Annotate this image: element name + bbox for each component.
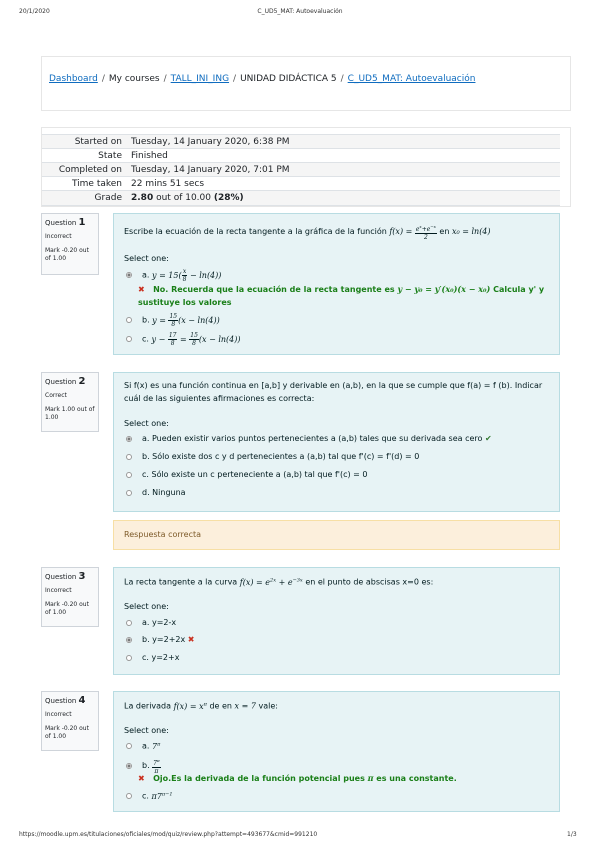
question-1-option-b[interactable]: b. y = $\frac{15}{8}$ (x − ln(4)) <box>126 313 220 328</box>
cross-icon: ✖ <box>187 635 195 644</box>
radio-selected-icon[interactable] <box>126 436 132 442</box>
question-1-info: Question 1 Incorrect Mark -0.20 out of 1.00 <box>41 213 99 275</box>
question-4-option-a[interactable]: a. $7^\pi$ <box>126 741 160 751</box>
breadcrumb-course[interactable]: TALL_INI_ING <box>170 74 230 84</box>
question-3-option-a[interactable]: a. y=2-x <box>126 618 176 627</box>
radio-icon[interactable] <box>126 336 132 342</box>
question-4-option-b[interactable]: b. $\frac{7^\pi}{\pi}$ <box>126 757 161 775</box>
radio-selected-icon[interactable] <box>126 763 132 769</box>
radio-icon[interactable] <box>126 454 132 460</box>
x-value-formula: x = 7 <box>234 701 256 711</box>
question-4-text: La derivada $f(x) = x^\pi$ de en x = 7 vale: <box>124 701 278 711</box>
question-2-option-a[interactable]: a. Pueden existir varios puntos pertenecientes a (a,b) tales que su derivada sea cero ✔ <box>126 434 492 443</box>
question-2-content <box>113 372 560 512</box>
question-4-mark: Mark -0.20 out of 1.00 <box>45 725 89 740</box>
summary-row-state: State Finished <box>42 148 560 163</box>
print-footer-page: 1/3 <box>567 831 577 838</box>
radio-selected-icon[interactable] <box>126 637 132 643</box>
question-2-text: Si f(x) es una función continua en [a,b] y derivable en (a,b), en la que se cumple que f(a) = f (b). Indicar cuál de las siguientes afirmaciones es correcta: <box>124 381 543 403</box>
breadcrumb-unit: UNIDAD DIDÁCTICA 5 <box>240 74 337 84</box>
radio-icon[interactable] <box>126 793 132 799</box>
question-3-option-c[interactable]: c. y=2+x <box>126 653 179 662</box>
question-2-option-b[interactable]: b. Sólo existe dos c y d pertenecientes a (a,b) tal que f'(c) = f'(d) = 0 <box>126 452 419 461</box>
radio-icon[interactable] <box>126 743 132 749</box>
question-1-text: Escribe la ecuación de la recta tangente a la gráfica de la función f(x) = $\frac{e^x+e^{-x}}{2}$ en x₀ = ln(4) <box>124 224 491 241</box>
question-2-mark: Mark 1.00 out of 1.00 <box>45 406 95 421</box>
question-3-text: La recta tangente a la curva $f(x) = e^{2x} + e^{-3x}$ en el punto de abscisas x=0 es: <box>124 577 434 587</box>
radio-icon[interactable] <box>126 472 132 478</box>
cross-icon: ✖ <box>138 774 145 783</box>
question-4-select-label: Select one: <box>124 726 169 735</box>
question-1-content <box>113 213 560 355</box>
curve-formula: $f(x) = e^{2x} + e^{-3x}$ <box>239 577 303 587</box>
summary-row-time: Time taken 22 mins 51 secs <box>42 176 560 191</box>
question-3-info: Question 3 Incorrect Mark -0.20 out of 1.00 <box>41 567 99 627</box>
radio-selected-icon[interactable] <box>126 272 132 278</box>
function-formula: f(x) = $\frac{e^x+e^{-x}}{2}$ <box>389 224 436 241</box>
question-2-select-label: Select one: <box>124 419 169 428</box>
question-4-status: Incorrect <box>45 711 72 718</box>
summary-row-grade: Grade 2.80 out of 10.00 (28%) <box>42 190 560 206</box>
summary-row-completed: Completed on Tuesday, 14 January 2020, 7:01 PM <box>42 162 560 177</box>
check-icon: ✔ <box>484 434 492 443</box>
attempt-summary <box>41 127 571 207</box>
breadcrumb-quiz[interactable]: C_UD5_MAT: Autoevaluación <box>347 74 476 84</box>
breadcrumb-dashboard[interactable]: Dashboard <box>49 74 98 84</box>
point-formula: x₀ = ln(4) <box>451 227 491 236</box>
question-1-mark: Mark -0.20 out of 1.00 <box>45 247 89 262</box>
question-2-option-c[interactable]: c. Sólo existe un c perteneciente a (a,b) tal que f'(c) = 0 <box>126 470 368 479</box>
question-1-status: Incorrect <box>45 233 72 240</box>
question-1-feedback: ✖ No. Recuerda que la ecuación de la recta tangente es y − y₀ = y′(x₀)(x − x₀) Calcula y' y sustituye los valores <box>138 284 545 307</box>
radio-icon[interactable] <box>126 317 132 323</box>
question-3-status: Incorrect <box>45 587 72 594</box>
question-3-select-label: Select one: <box>124 602 169 611</box>
print-date: 20/1/2020 <box>19 8 50 15</box>
summary-row-started: Started on Tuesday, 14 January 2020, 6:38 PM <box>42 134 560 149</box>
question-4-info: Question 4 Incorrect Mark -0.20 out of 1.00 <box>41 691 99 751</box>
question-1-select-label: Select one: <box>124 254 169 263</box>
question-2-option-d[interactable]: d. Ninguna <box>126 488 186 497</box>
breadcrumb-my-courses: My courses <box>108 74 160 84</box>
question-1-option-a[interactable]: a. y = 15( $\frac{x}{8}$ − ln(4)) <box>126 268 221 283</box>
question-3-option-b[interactable]: b. y=2+2x ✖ <box>126 635 194 644</box>
question-2-status: Correct <box>45 392 67 399</box>
radio-icon[interactable] <box>126 490 132 496</box>
question-2-info: Question 2 Correct Mark 1.00 out of 1.00 <box>41 372 99 432</box>
question-4-option-c[interactable]: c. $\pi 7^{\pi-1}$ <box>126 791 173 801</box>
question-1-option-c[interactable]: c. y − $\frac{17}{8}$ = $\frac{15}{8}$ (x − ln(4)) <box>126 332 240 347</box>
question-4-content <box>113 691 560 812</box>
breadcrumb: Dashboard / My courses / TALL_INI_ING / UNIDAD DIDÁCTICA 5 / C_UD5_MAT: Autoevaluación <box>41 56 571 111</box>
print-footer-url: https://moodle.upm.es/titulaciones/oficiales/mod/quiz/review.php?attempt=493677&cmid=991210 <box>19 831 318 838</box>
question-3-content <box>113 567 560 675</box>
question-4-feedback: ✖ Ojo.Es la derivada de la función potencial pues π es una constante. <box>138 773 457 783</box>
derivative-formula: $f(x) = x^\pi$ <box>173 701 207 711</box>
question-3-mark: Mark -0.20 out of 1.00 <box>45 601 89 616</box>
radio-icon[interactable] <box>126 620 132 626</box>
cross-icon: ✖ <box>138 285 145 294</box>
print-title: C_UD5_MAT: Autoevaluación <box>257 8 343 15</box>
radio-icon[interactable] <box>126 655 132 661</box>
question-2-outcome: Respuesta correcta <box>113 520 560 550</box>
